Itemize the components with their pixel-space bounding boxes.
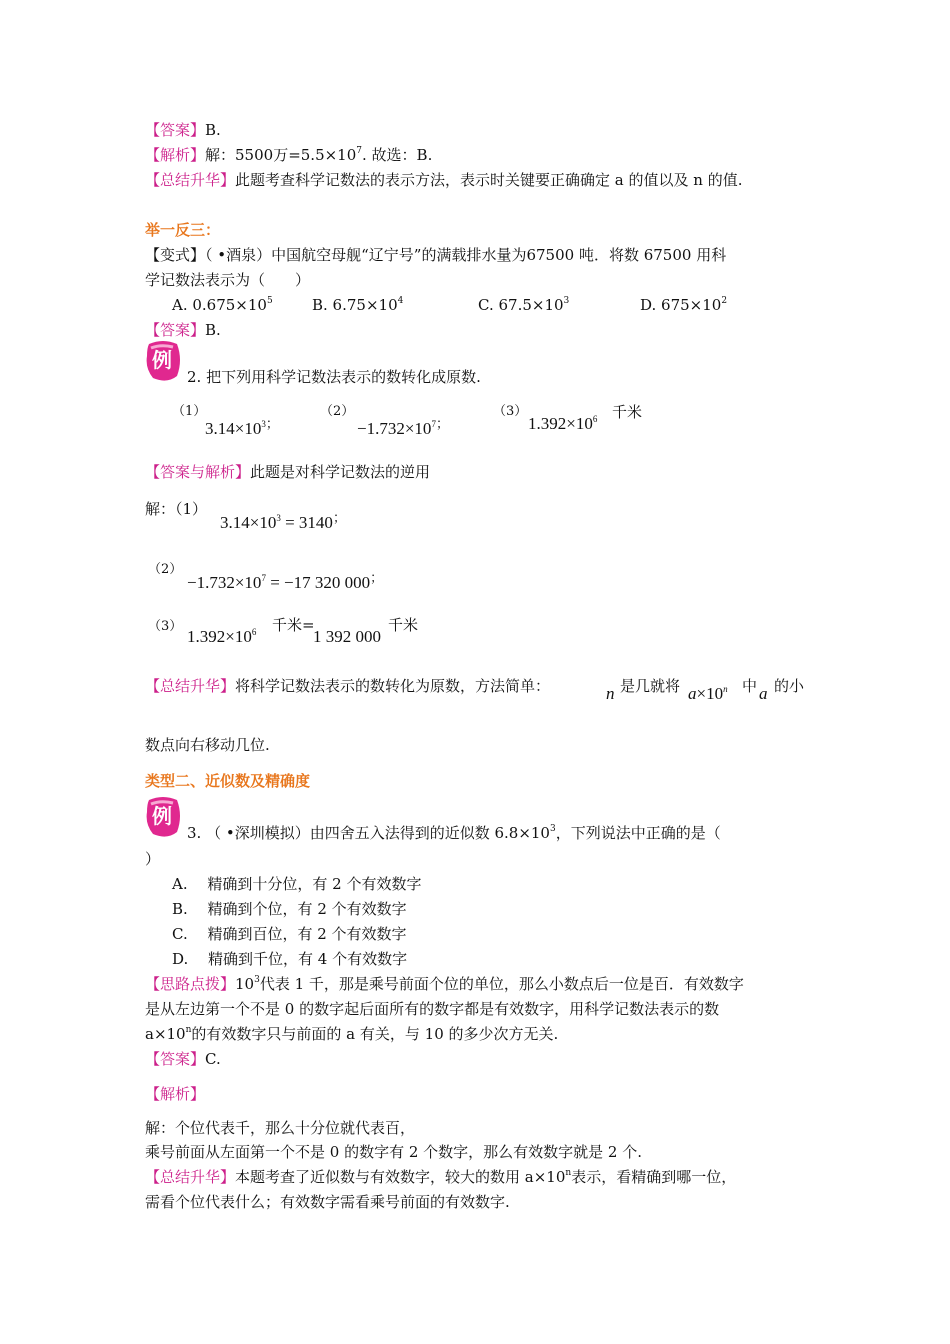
hint-text: 的有效数字只与前面的 a 有关，与 10 的多少次方无关.: [191, 1025, 559, 1043]
exponent: n: [565, 1168, 572, 1178]
separator: ；: [332, 510, 346, 525]
hint-tag: 【思路点拨】: [145, 975, 236, 993]
example3-question-line2: ）: [145, 850, 161, 868]
ex3-hint-line-2: 是从左边第一个不是 0 的数字起后面所有的数字都是有效数字，用科学记数法表示的数: [145, 1000, 720, 1018]
exponent: 4: [397, 296, 404, 306]
question-text-end: ，下列说法中正确的是（: [555, 824, 721, 842]
variant-answer: [145, 320, 221, 340]
summary-var-a: a: [759, 684, 768, 703]
ex3-solution-2: 乘号前面从左面第一个不是 0 的数字有 2 个数字，那么有效数字就是 2 个.: [145, 1143, 643, 1161]
summary-text: 本题考查了近似数与有效数字，较大的数用 a×10: [235, 1168, 566, 1186]
ex2-solution-label: 解：（1）: [145, 500, 208, 518]
variant-option-a: [172, 295, 273, 315]
ex2-part3-expr: [528, 414, 597, 434]
exponent: 5: [266, 296, 273, 306]
answer-text: B.: [205, 321, 221, 339]
ex3-analysis-tag: 【解析】: [145, 1085, 206, 1103]
exponent: 3: [276, 513, 281, 523]
answer-tag: 【答案】: [145, 121, 206, 139]
summary-tag: 【总结升华】: [145, 171, 236, 189]
option-b-text: B. 6.75×10: [312, 296, 398, 314]
answer-analysis-tag: 【答案与解析】: [145, 463, 251, 481]
ex3-option-a: A. 精确到十分位，有 2 个有效数字: [172, 875, 422, 893]
variant-line-2: 学记数法表示为（ ）: [145, 271, 311, 289]
math-times: ×10: [696, 684, 724, 703]
summary-text: 此题考查科学记数法的表示方法，表示时关键要正确确定 a 的值以及 n 的值.: [235, 171, 743, 189]
ex2-solution-1: [220, 508, 346, 533]
ex2-part2-label: （2）: [320, 404, 355, 419]
ex2-answer-analysis: [145, 462, 430, 482]
math-base: −1.732×10: [187, 573, 262, 592]
ex2-solution-3: [187, 627, 256, 647]
analysis-line-1: [145, 145, 432, 165]
ex2-solution-3-unit2: 千米: [388, 616, 419, 634]
summary-text-end: 表示，看精确到哪一位，: [571, 1168, 737, 1186]
summary-var-n: n: [606, 684, 615, 703]
question-text: 3. （ •深圳模拟）由四舍五入法得到的近似数 6.8×10: [187, 824, 550, 842]
exponent: 3: [261, 419, 266, 429]
ex2-solution-3-value: 1 392 000: [313, 627, 381, 646]
ex3-hint-line-3: [145, 1024, 558, 1044]
answer-tag: 【答案】: [145, 321, 206, 339]
summary-line-1: [145, 170, 742, 190]
ex3-summary-line-2: 需看个位代表什么；有效数字需看乘号前面的有效数字.: [145, 1193, 510, 1211]
hint-base: 10: [235, 975, 255, 993]
math-result: = −17 320 000: [265, 573, 371, 592]
exponent: 3: [254, 975, 260, 985]
analysis-tag: 【解析】: [145, 146, 206, 164]
ex3-hint-line-1: [145, 974, 744, 994]
answer-text: C.: [205, 1050, 221, 1068]
example-badge-label: 例: [152, 348, 172, 372]
ex2-part3-label: （3）: [493, 404, 528, 419]
answer-analysis-text: 此题是对科学记数法的逆用: [250, 463, 431, 481]
math-var-a: a: [688, 684, 697, 703]
ex2-part2-expr: [357, 414, 449, 439]
exponent: 7: [356, 146, 363, 156]
ex2-solution-3-label: （3）: [148, 619, 183, 634]
variant-tag: 【变式】: [145, 246, 206, 264]
variant-line-1: [145, 245, 726, 265]
summary-tag: 【总结升华】: [145, 677, 236, 695]
ex3-summary: [145, 1167, 736, 1187]
variant-text: （ •酒泉）中国航空母舰“辽宁号”的满载排水量为67500 吨．将数 67500 用科: [205, 246, 727, 264]
option-a-text: A. 0.675×10: [172, 296, 267, 314]
ex3-option-b: B. 精确到个位，有 2 个有效数字: [172, 900, 407, 918]
exponent: 3: [563, 296, 570, 306]
separator: ；: [370, 570, 384, 585]
summary-text-4: 的小: [774, 677, 805, 695]
summary-line-2: 数点向右移动几位.: [145, 736, 270, 754]
option-c-text: C. 67.5×10: [478, 296, 564, 314]
ex3-option-d: D. 精确到千位，有 4 个有效数字: [172, 950, 408, 968]
summary-text-2: 是几就将: [620, 677, 681, 695]
analysis-text: 解：5500万=5.5×10: [205, 146, 357, 164]
math-result: = 3140: [280, 513, 333, 532]
exponent: 7: [431, 419, 436, 429]
summary-expr: [688, 684, 728, 704]
example2-question: 2. 把下列用科学记数法表示的数转化成原数.: [187, 368, 481, 386]
ex3-solution-1: 解：个位代表千，那么十分位就代表百，: [145, 1119, 416, 1137]
ex2-part1-label: （1）: [172, 404, 207, 419]
example-badge-icon: [143, 340, 183, 382]
section-heading-type2: 类型二、近似数及精确度: [145, 772, 311, 790]
analysis-text-end: . 故选：B.: [362, 146, 433, 164]
example-badge-label: 例: [152, 804, 172, 828]
example3-question: [187, 823, 721, 843]
ex3-answer: [145, 1049, 221, 1069]
math-base: 1.392×10: [528, 414, 593, 433]
answer-line-1: [145, 120, 221, 140]
answer-text: B.: [205, 121, 221, 139]
math-base: −1.732×10: [357, 419, 432, 438]
summary-text-1: 将科学记数法表示的数转化为原数，方法简单：: [235, 677, 551, 695]
section-heading-jyfs: 举一反三：: [145, 221, 221, 239]
math-base: 3.14×10: [205, 419, 262, 438]
exponent: n: [723, 684, 728, 694]
ex3-option-c: C. 精确到百位，有 2 个有效数字: [172, 925, 407, 943]
math-base: 1.392×10: [187, 627, 252, 646]
ex2-summary: [145, 676, 550, 696]
math-base: 3.14×10: [220, 513, 277, 532]
separator: ；: [265, 416, 279, 431]
summary-tag: 【总结升华】: [145, 1168, 236, 1186]
example-badge-icon: [143, 796, 183, 838]
ex2-part1-expr: [205, 414, 279, 439]
variant-option-b: [312, 295, 403, 315]
hint-base: a×10: [145, 1025, 186, 1043]
option-d-text: D. 675×10: [640, 296, 722, 314]
exponent: 2: [721, 296, 728, 306]
exponent: 6: [592, 414, 598, 424]
exponent: n: [185, 1025, 192, 1035]
exponent: 6: [251, 627, 257, 637]
hint-text: 代表 1 千，那是乘号前面个位的单位，那么小数点后一位是百．有效数字: [259, 975, 744, 993]
exponent: 7: [261, 573, 266, 583]
ex2-part3-unit: 千米: [612, 403, 643, 421]
ex2-solution-2-label: （2）: [148, 562, 183, 577]
answer-tag: 【答案】: [145, 1050, 206, 1068]
separator: ；: [435, 416, 449, 431]
ex2-solution-2: [187, 568, 383, 593]
ex2-solution-3-unit1: 千米=: [272, 616, 315, 634]
summary-text-3: 中: [742, 677, 758, 695]
variant-option-c: [478, 295, 569, 315]
exponent: 3: [549, 824, 556, 834]
variant-option-d: [640, 295, 727, 315]
